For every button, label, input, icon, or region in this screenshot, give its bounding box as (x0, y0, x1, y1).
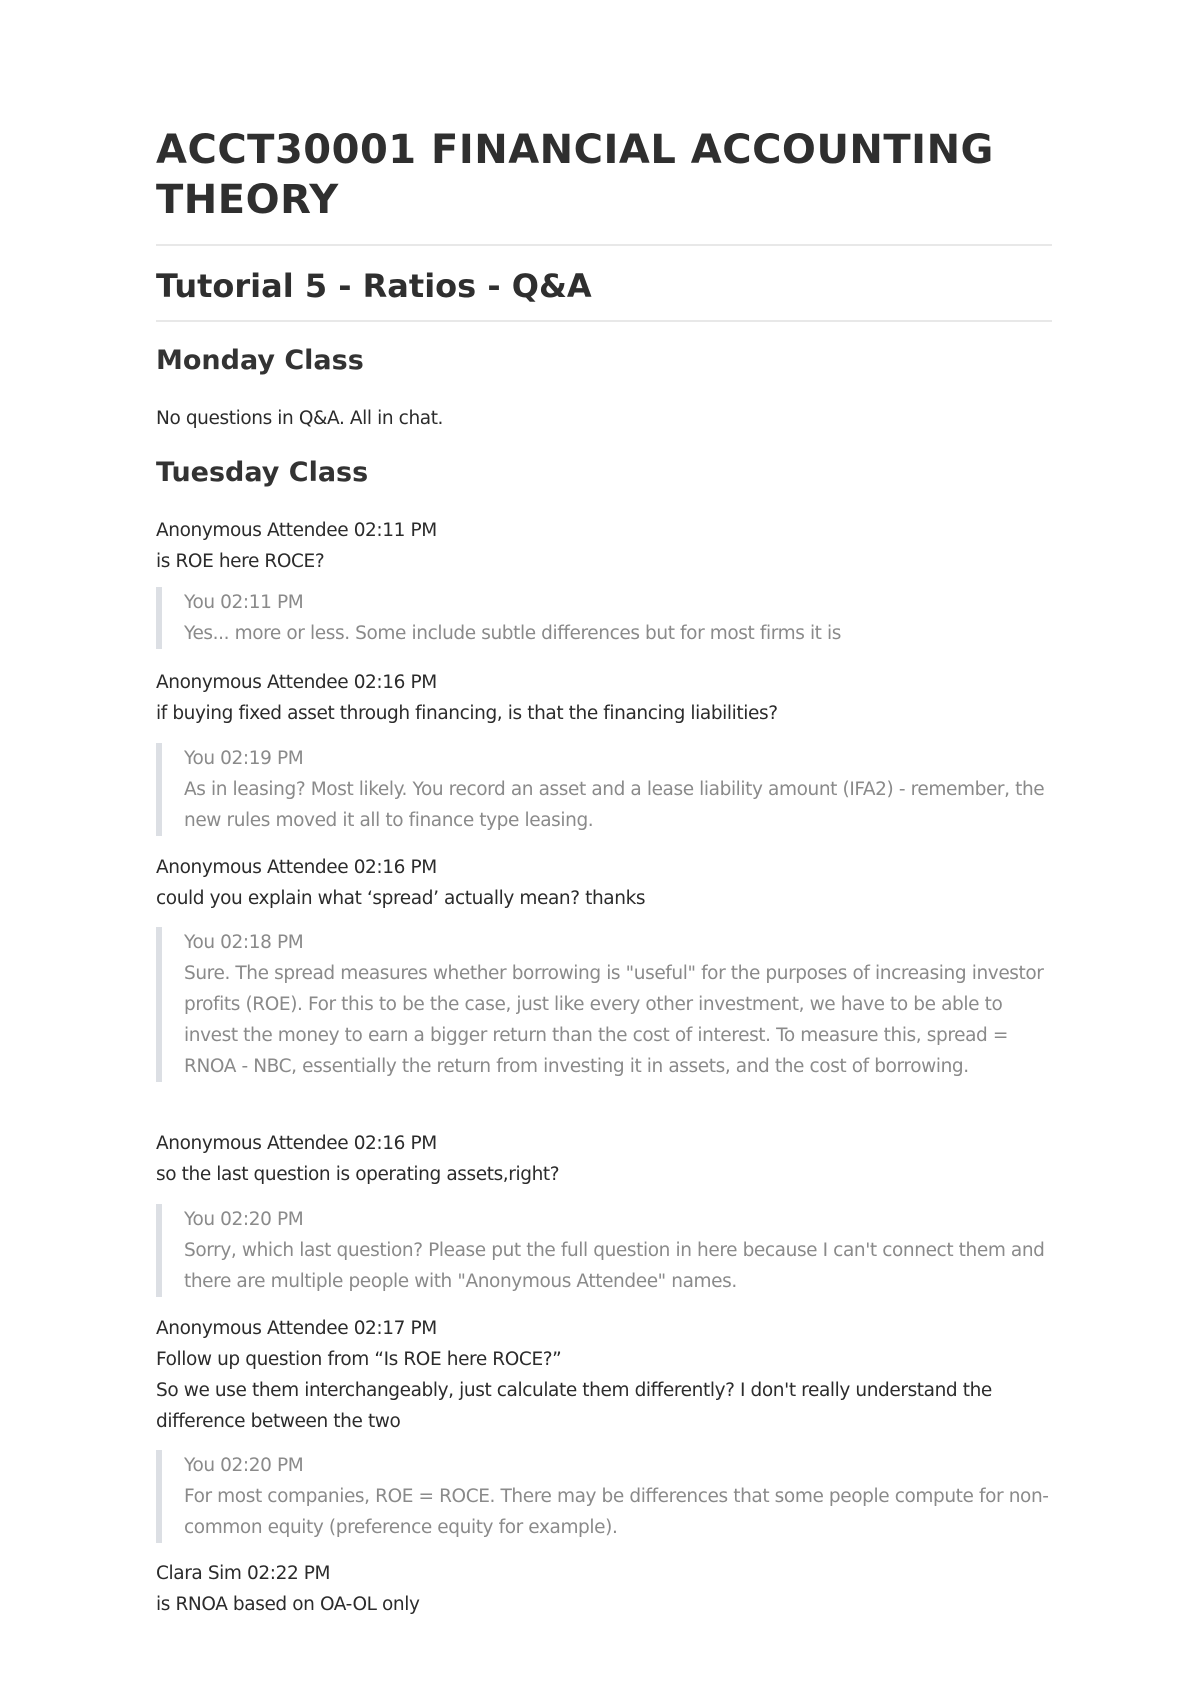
question-author: Anonymous Attendee 02:17 PM (156, 1318, 437, 1339)
question-text: is RNOA based on OA-OL only (156, 1594, 420, 1615)
answer-text: As in leasing? Most likely. You record an asset and a lease liability amount (IFA2) - remember, the new rules moved it all to finance type leasing. (184, 779, 1045, 831)
document-title: ACCT30001 FINANCIAL ACCOUNTING THEORY (156, 127, 994, 223)
answer-text: For most companies, ROE = ROCE. There may be differences that some people compute for non-common equity (preference equity for example). (184, 1486, 1049, 1538)
answer-quote (156, 743, 1052, 836)
question-item (156, 1558, 1052, 1620)
question-author: Anonymous Attendee 02:16 PM (156, 1133, 437, 1154)
answer-quote (156, 1204, 1052, 1297)
answer-quote (156, 1450, 1052, 1543)
question-text: is ROE here ROCE? (156, 551, 325, 572)
answer-author: You 02:19 PM (184, 748, 304, 769)
answer-text: Sure. The spread measures whether borrowing is "useful" for the purposes of increasing investor profits (ROE). For this to be the case, just like every other investment, we have to be able to invest the money to earn a bigger return than the cost of interest. To measure this, spread = RNOA - NBC, essentially the return from investing it in assets, and the cost of borrowing. (184, 963, 1044, 1077)
question-text: could you explain what ‘spread’ actually mean? thanks (156, 888, 646, 909)
question-item (156, 1128, 1052, 1190)
question-item (156, 515, 1052, 577)
question-author: Anonymous Attendee 02:16 PM (156, 857, 437, 878)
question-text: if buying fixed asset through financing, is that the financing liabilities? (156, 703, 778, 724)
title-divider (156, 244, 1052, 246)
answer-author: You 02:18 PM (184, 932, 304, 953)
answer-author: You 02:20 PM (184, 1209, 304, 1230)
answer-quote (156, 587, 1052, 649)
tuesday-heading: Tuesday Class (156, 457, 369, 488)
monday-note: No questions in Q&A. All in chat. (156, 408, 444, 429)
question-author: Clara Sim 02:22 PM (156, 1563, 331, 1584)
question-author: Anonymous Attendee 02:16 PM (156, 672, 437, 693)
answer-author: You 02:20 PM (184, 1455, 304, 1476)
answer-quote (156, 927, 1052, 1082)
question-item (156, 667, 1052, 729)
question-text: Follow up question from “Is ROE here ROCE?” So we use them interchangeably, just calculate them differently? I don't really understand the difference between the two (156, 1349, 992, 1432)
subtitle-divider (156, 320, 1052, 322)
monday-heading: Monday Class (156, 345, 364, 376)
answer-author: You 02:11 PM (184, 592, 304, 613)
question-item (156, 1313, 1052, 1437)
answer-text: Yes... more or less. Some include subtle differences but for most firms it is (184, 623, 841, 644)
question-author: Anonymous Attendee 02:11 PM (156, 520, 437, 541)
answer-text: Sorry, which last question? Please put the full question in here because I can't connect them and there are multiple people with "Anonymous Attendee" names. (184, 1240, 1045, 1292)
question-item (156, 852, 1052, 914)
question-text: so the last question is operating assets,right? (156, 1164, 560, 1185)
tutorial-heading: Tutorial 5 - Ratios - Q&A (156, 267, 592, 305)
